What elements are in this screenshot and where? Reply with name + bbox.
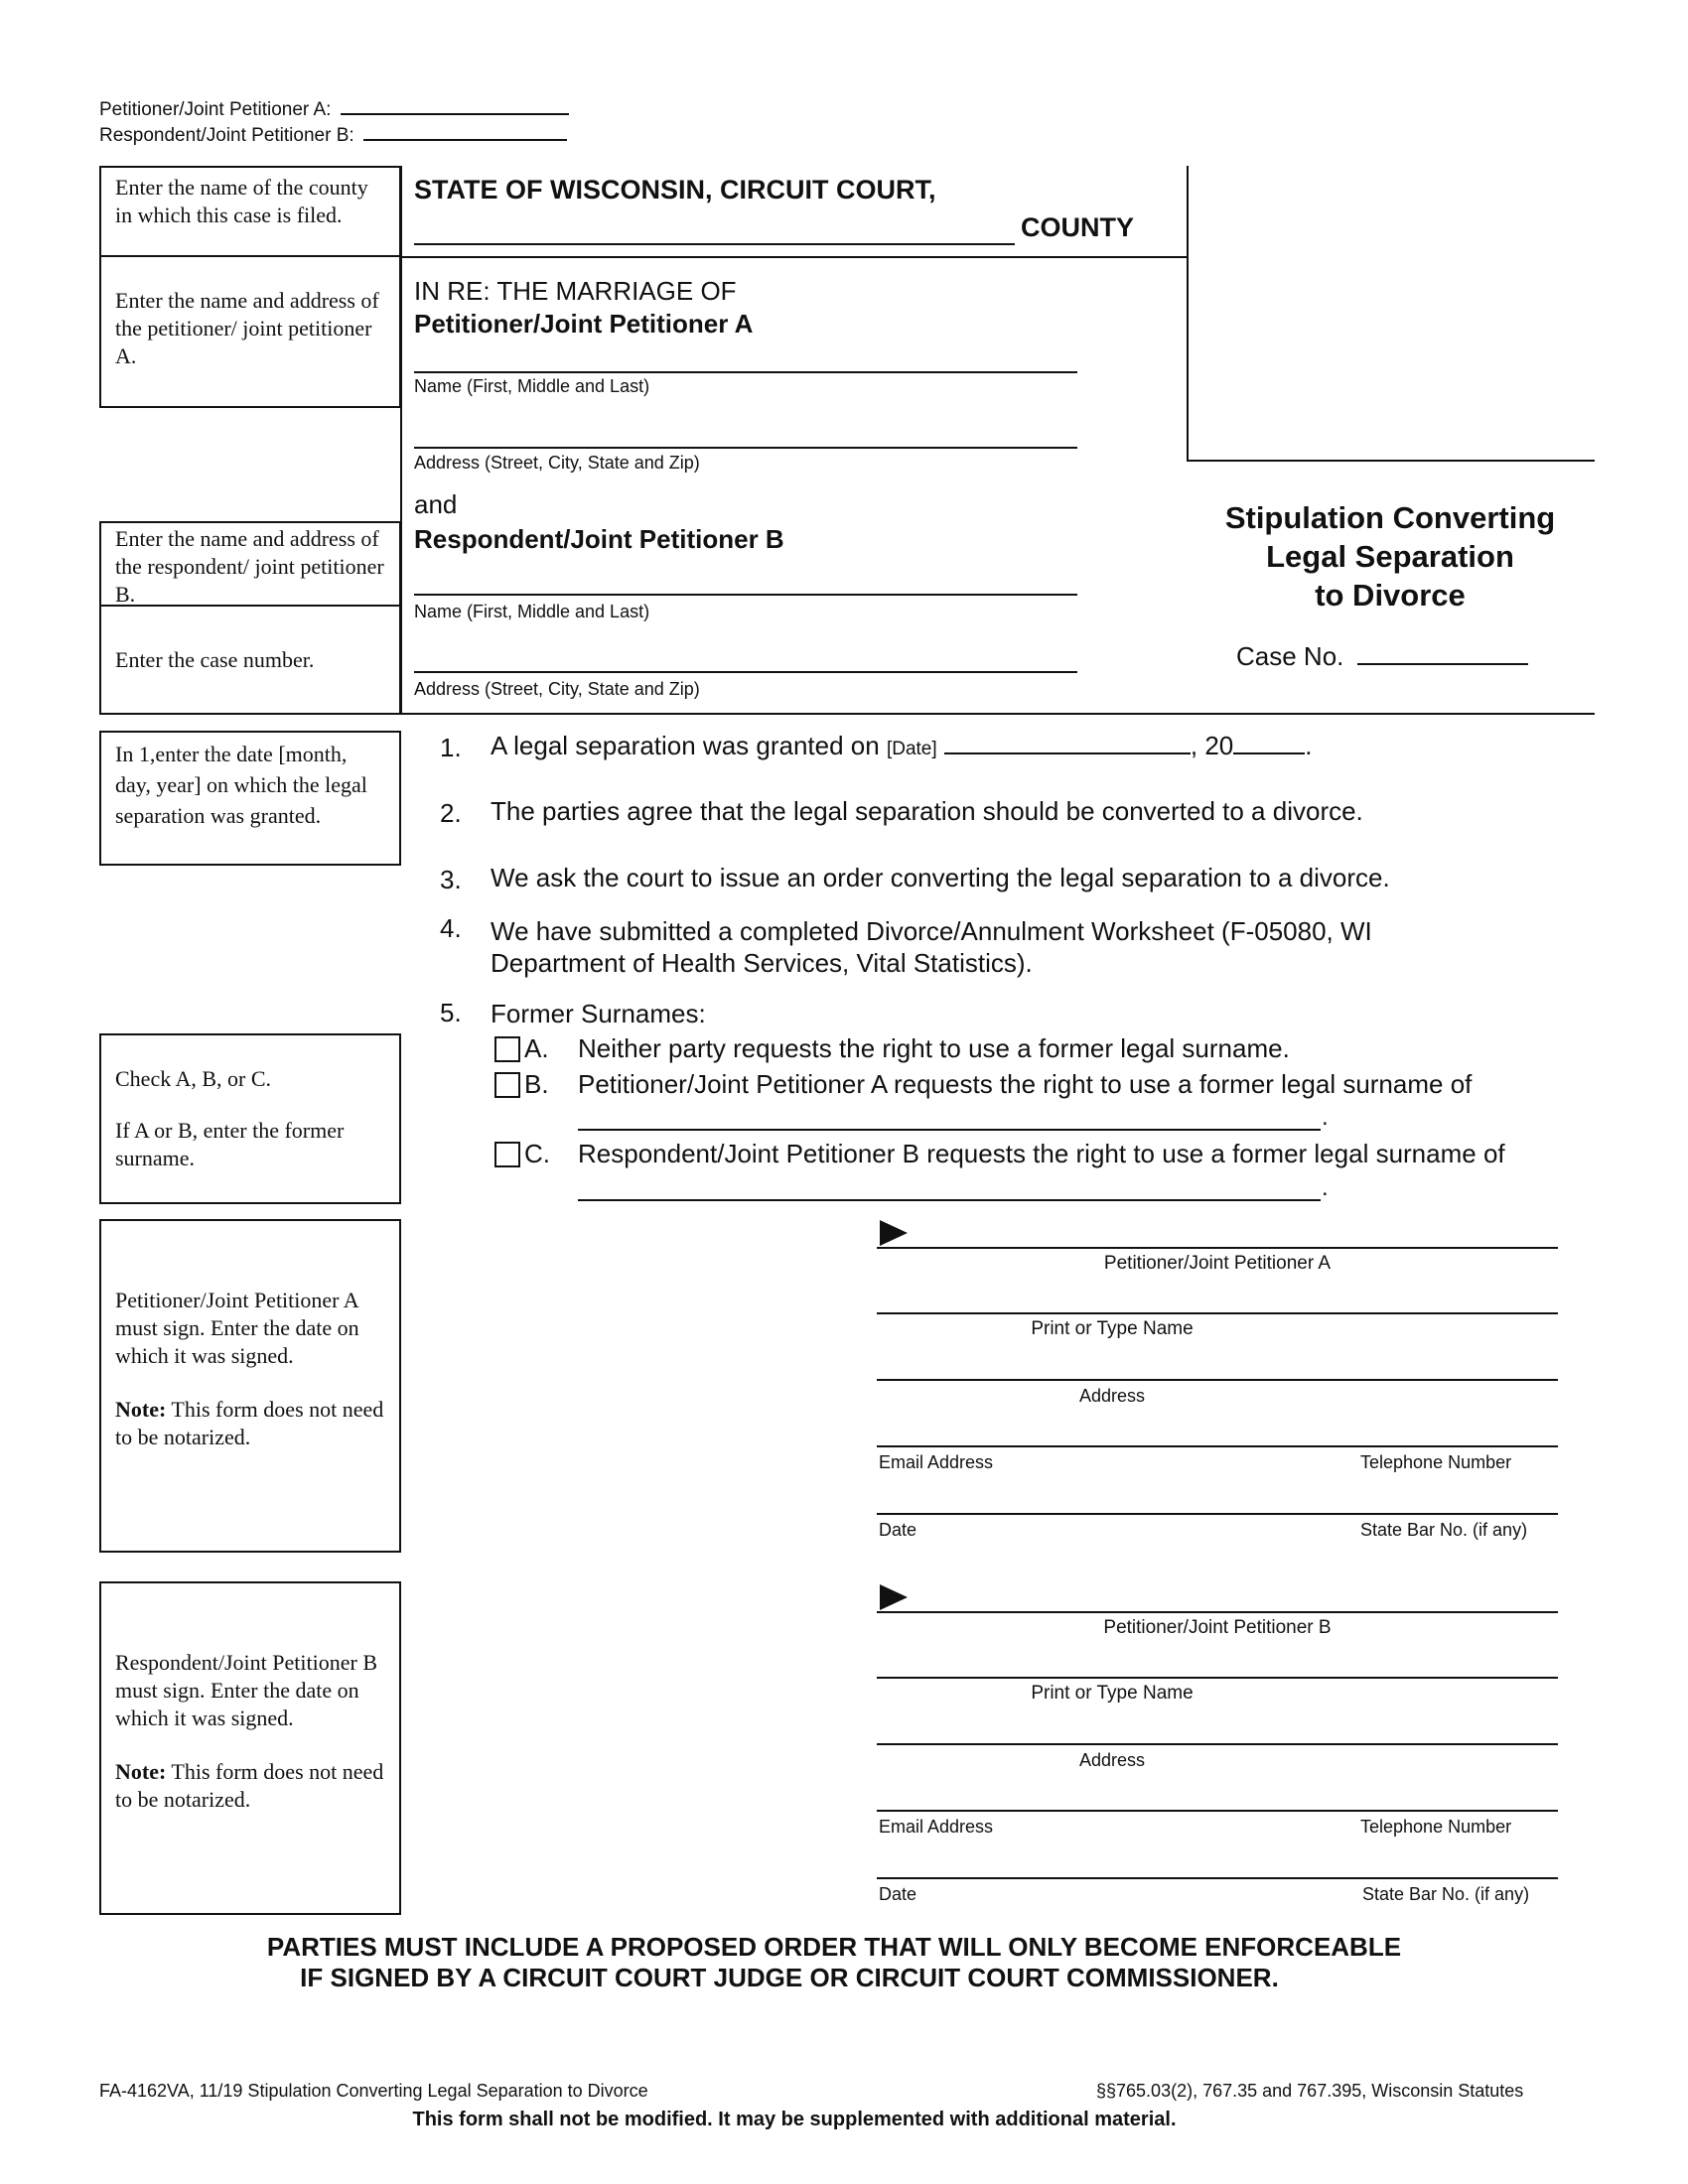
petitioner-a-address-field[interactable]: [414, 447, 1077, 449]
item-1-year-prefix: , 20: [1190, 731, 1234, 760]
instruction-petitioner: [99, 257, 401, 408]
instruction-date-granted-text: In 1,enter the date [month, day, year] on which the legal separation was granted.: [115, 742, 367, 828]
document-title: [1192, 498, 1589, 614]
item-1-date-hint: [Date]: [886, 739, 937, 759]
signature-a-print-name-label: Print or Type Name: [1031, 1318, 1194, 1339]
enforceability-notice: [119, 1932, 1609, 1993]
sign-here-arrow-icon: [880, 1220, 908, 1246]
item-3-number: 3.: [440, 865, 462, 894]
case-number: [1236, 641, 1528, 672]
option-a-text: Neither party requests the right to use a former legal surname.: [578, 1033, 1290, 1063]
document-title-line1: Stipulation Converting: [1224, 500, 1556, 535]
footer-notice: This form shall not be modified. It may be supplemented with additional material.: [412, 2109, 1177, 2130]
item-3-text: We ask the court to issue an order converting the legal separation to a divorce.: [491, 863, 1390, 892]
item-4-line1: We have submitted a completed Divorce/Annulment Worksheet (F-05080, WI: [491, 916, 1372, 946]
respondent-b-name-field[interactable]: [414, 594, 1077, 596]
in-re-label: IN RE: THE MARRIAGE OF: [414, 276, 737, 306]
caption-bottom-rule: [400, 713, 1595, 715]
instruction-sign-a-text: Petitioner/Joint Petitioner A must sign. Enter the date on which it was signed.: [115, 1288, 359, 1368]
instruction-county: [99, 166, 401, 257]
item-1-number: 1.: [440, 733, 462, 762]
enforceability-notice-line1: PARTIES MUST INCLUDE A PROPOSED ORDER THAT WILL ONLY BECOME ENFORCEABLE: [266, 1932, 1402, 1962]
court-title: STATE OF WISCONSIN, CIRCUIT COURT,: [414, 175, 936, 205]
caption-divider-left: [400, 166, 402, 714]
signature-a-email-phone-field[interactable]: [877, 1445, 1558, 1447]
signature-a-address-label: Address: [1078, 1386, 1146, 1406]
county-label: COUNTY: [1021, 212, 1134, 242]
enforceability-notice-line2: IF SIGNED BY A CIRCUIT COURT JUDGE OR CIRCUIT COURT COMMISSIONER.: [300, 1963, 1279, 1992]
instruction-surnames-line2: If A or B, enter the former surname.: [115, 1118, 345, 1170]
instruction-surnames: [99, 1033, 401, 1204]
signature-b-print-name-label: Print or Type Name: [1031, 1683, 1194, 1704]
instruction-sign-b: [99, 1581, 401, 1915]
instruction-sign-b-note: [115, 1758, 385, 1814]
footer-form-id: FA-4162VA, 11/19 Stipulation Converting Legal Separation to Divorce: [99, 2081, 648, 2101]
respondent-b-name-label: Name (First, Middle and Last): [414, 602, 650, 621]
instruction-respondent: [99, 521, 401, 607]
header-respondent-b: [99, 125, 567, 147]
instruction-case-number: [99, 605, 401, 715]
option-c-period: .: [1322, 1174, 1329, 1201]
note-text: This form does not need to be notarized.: [115, 1759, 384, 1812]
header-petitioner-a: [99, 99, 569, 121]
item-4-line2: Department of Health Services, Vital Statistics).: [491, 948, 1033, 978]
option-c-text: Respondent/Joint Petitioner B requests the right to use a former legal surname of: [578, 1139, 1505, 1168]
instruction-respondent-text: Enter the name and address of the respondent/ joint petitioner B.: [115, 526, 384, 607]
respondent-b-address-field[interactable]: [414, 671, 1077, 673]
signature-a-bar-label: State Bar No. (if any): [1360, 1520, 1528, 1540]
sign-here-arrow-icon: [880, 1584, 908, 1610]
instruction-date-granted: [99, 731, 401, 866]
signature-b-print-name-field[interactable]: [877, 1677, 1558, 1679]
item-1: A legal separation was granted on [Date] , 20 .: [491, 731, 1313, 760]
signature-b-email-label: Email Address: [879, 1817, 994, 1837]
respondent-b-heading: Respondent/Joint Petitioner B: [414, 524, 784, 554]
petitioner-a-name-label: Name (First, Middle and Last): [414, 376, 650, 396]
instruction-sign-b-text: Respondent/Joint Petitioner B must sign. Enter the date on which it was signed.: [115, 1650, 377, 1730]
item-2-text: The parties agree that the legal separation should be converted to a divorce.: [491, 796, 1363, 826]
case-number-field[interactable]: [1357, 663, 1528, 665]
instruction-petitioner-text: Enter the name and address of the petitioner/ joint petitioner A.: [115, 288, 379, 368]
item-5-number: 5.: [440, 998, 462, 1027]
signature-a-print-name-field[interactable]: [877, 1312, 1558, 1314]
signature-a-address-field[interactable]: [877, 1379, 1558, 1381]
option-a-checkbox[interactable]: [494, 1036, 520, 1062]
caption-divider-right: [1187, 166, 1189, 461]
signature-a-line[interactable]: [877, 1247, 1558, 1249]
item-5-text: Former Surnames:: [491, 999, 706, 1028]
signature-a-phone-label: Telephone Number: [1360, 1452, 1512, 1472]
option-c-checkbox[interactable]: [494, 1142, 520, 1167]
signature-a-date-label: Date: [879, 1520, 917, 1540]
header-respondent-b-label: Respondent/Joint Petitioner B:: [99, 125, 354, 146]
header-petitioner-a-label: Petitioner/Joint Petitioner A:: [99, 99, 332, 120]
item-1-year-field[interactable]: [1233, 752, 1305, 754]
header-respondent-b-field[interactable]: [363, 139, 567, 141]
item-4-number: 4.: [440, 913, 462, 943]
instruction-surnames-line1: Check A, B, or C.: [115, 1066, 272, 1091]
signature-b-date-label: Date: [879, 1884, 917, 1904]
signature-b-phone-label: Telephone Number: [1360, 1817, 1512, 1837]
and-label: and: [414, 489, 458, 519]
option-b-text: Petitioner/Joint Petitioner A requests the right to use a former legal surname of: [578, 1069, 1473, 1099]
document-title-line3: to Divorce: [1315, 578, 1466, 613]
case-number-label: Case No.: [1236, 641, 1344, 671]
instruction-county-text: Enter the name of the county in which this case is filed.: [115, 175, 368, 227]
caption-county-bottom-rule: [400, 256, 1188, 258]
signature-b-bar-label: State Bar No. (if any): [1362, 1884, 1530, 1904]
option-b-period: .: [1322, 1104, 1329, 1131]
county-name-field[interactable]: [414, 243, 1015, 245]
note-label: Note:: [115, 1397, 167, 1422]
signature-a-date-bar-field[interactable]: [877, 1513, 1558, 1515]
item-1-date-field[interactable]: [944, 752, 1191, 754]
option-b-label: B.: [524, 1069, 549, 1099]
signature-b-date-bar-field[interactable]: [877, 1877, 1558, 1879]
item-1-text: A legal separation was granted on: [491, 731, 887, 760]
caption-stamp-box-rule: [1187, 460, 1595, 462]
instruction-case-number-text: Enter the case number.: [115, 647, 315, 672]
signature-b-signer-label: Petitioner/Joint Petitioner B: [1103, 1617, 1332, 1638]
respondent-b-address-label: Address (Street, City, State and Zip): [414, 679, 700, 699]
option-b-surname-field[interactable]: [578, 1129, 1321, 1131]
option-c-surname-field[interactable]: [578, 1199, 1321, 1201]
document-title-line2: Legal Separation: [1266, 539, 1514, 574]
signature-b-address-field[interactable]: [877, 1743, 1558, 1745]
signature-b-address-label: Address: [1078, 1750, 1146, 1770]
header-petitioner-a-field[interactable]: [341, 113, 569, 115]
option-b-checkbox[interactable]: [494, 1072, 520, 1098]
petitioner-a-name-field[interactable]: [414, 371, 1077, 373]
instruction-sign-a: [99, 1219, 401, 1553]
petitioner-a-address-label: Address (Street, City, State and Zip): [414, 453, 700, 473]
signature-b-email-phone-field[interactable]: [877, 1810, 1558, 1812]
note-text: This form does not need to be notarized.: [115, 1397, 384, 1449]
item-2-number: 2.: [440, 798, 462, 828]
footer-statutes: §§765.03(2), 767.35 and 767.395, Wisconsin Statutes: [1096, 2081, 1524, 2101]
petitioner-a-heading: Petitioner/Joint Petitioner A: [414, 309, 754, 339]
instruction-sign-a-note: [115, 1396, 385, 1451]
signature-b-line[interactable]: [877, 1611, 1558, 1613]
option-a-label: A.: [524, 1033, 549, 1063]
signature-a-signer-label: Petitioner/Joint Petitioner A: [1103, 1253, 1332, 1274]
note-label: Note:: [115, 1759, 167, 1784]
signature-a-email-label: Email Address: [879, 1452, 994, 1472]
option-c-label: C.: [524, 1139, 550, 1168]
